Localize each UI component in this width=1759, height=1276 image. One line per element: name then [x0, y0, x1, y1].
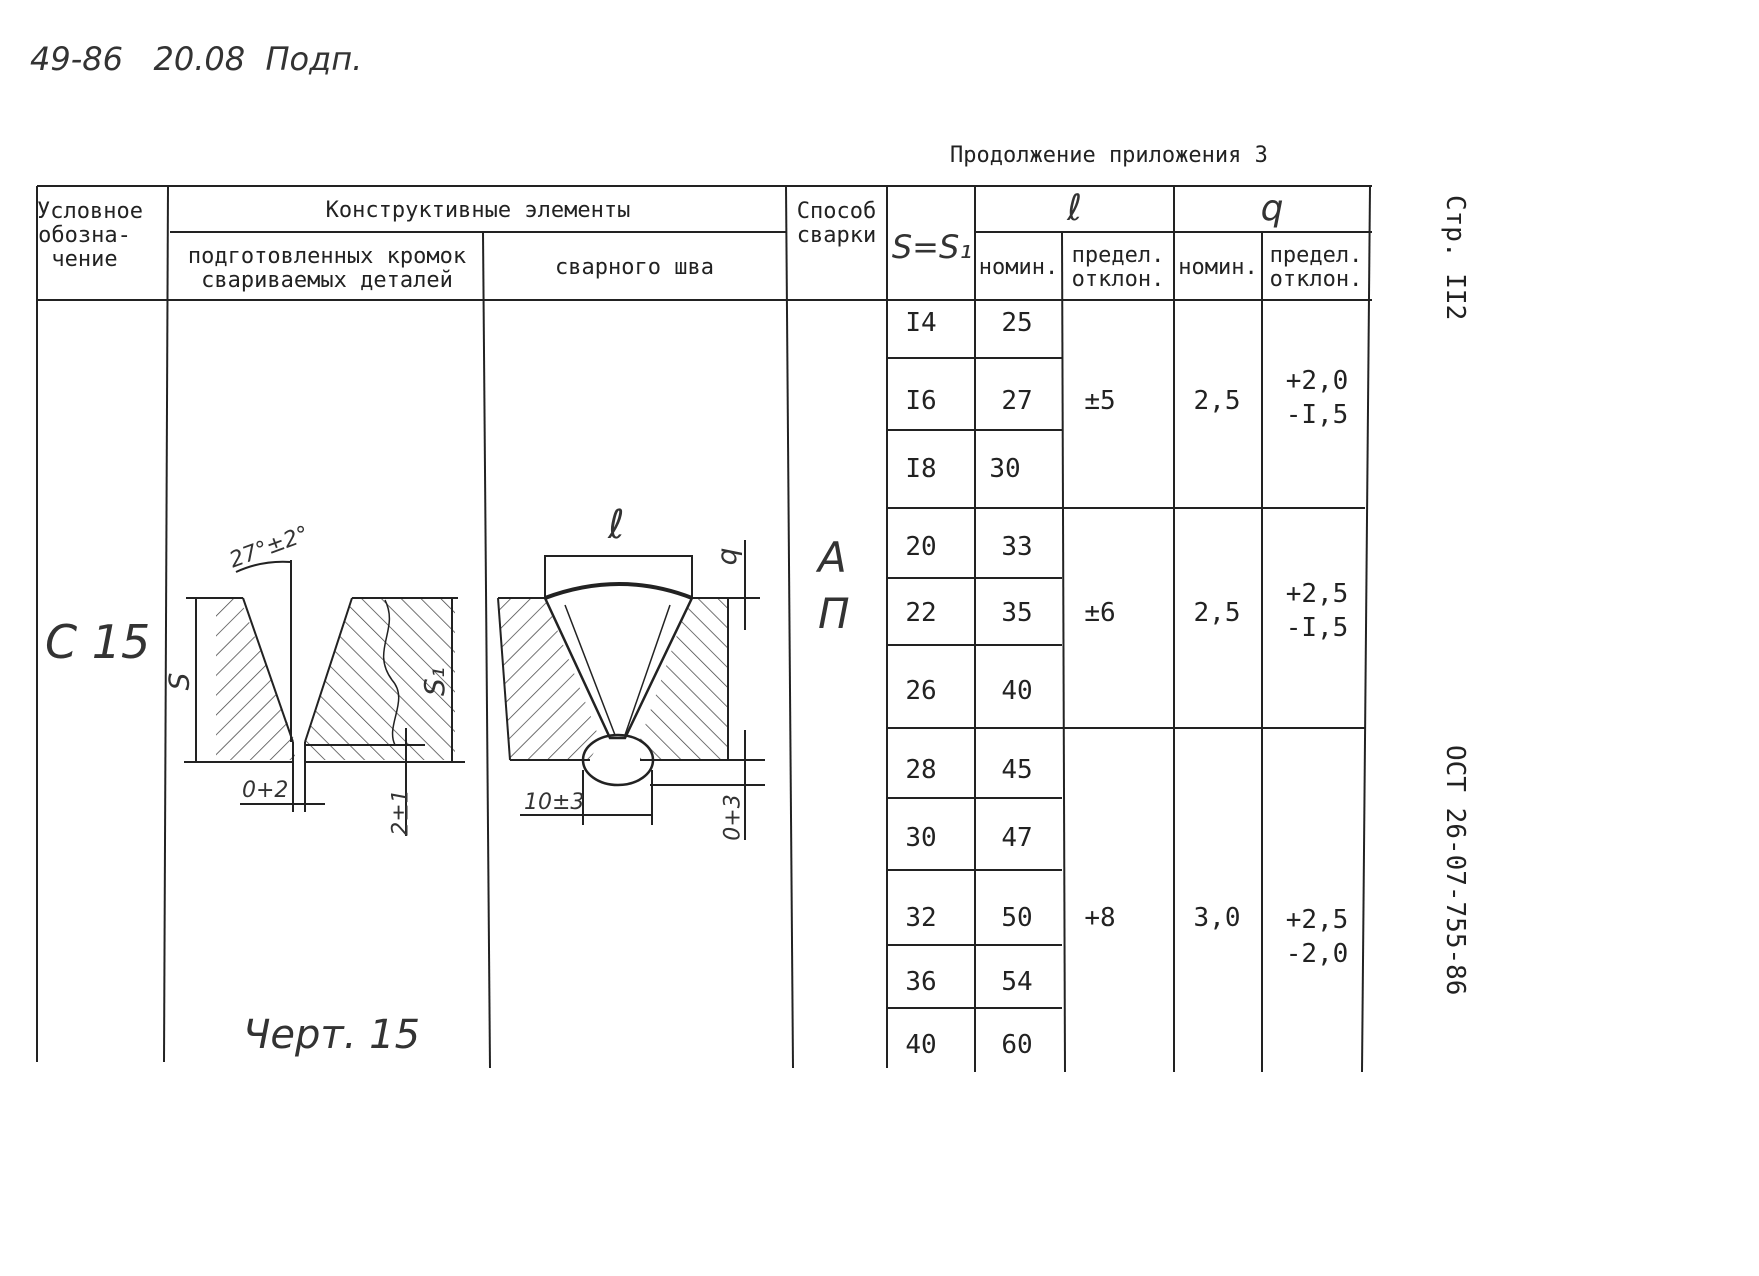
weld-q-label: q	[710, 547, 744, 566]
row-l: 27	[1001, 386, 1033, 416]
header-thickness: S=S₁	[891, 228, 973, 266]
row-s: 28	[905, 755, 937, 785]
row-l: 60	[1001, 1030, 1033, 1060]
method-value: А П	[818, 533, 850, 638]
row-l: 35	[1001, 598, 1033, 628]
row-s: 26	[905, 676, 937, 706]
angle-label: 27°±2°	[226, 521, 313, 574]
back-height-label: 0+3	[720, 794, 746, 841]
drawing-caption: Черт. 15	[243, 1012, 421, 1058]
row-l: 50	[1001, 903, 1033, 933]
prepared-edges-drawing	[184, 560, 465, 836]
group-q-deviation: +2,5 -I,5	[1285, 579, 1349, 643]
row-l: 47	[1001, 823, 1033, 853]
header-q-deviation: предел. отклон.	[1269, 243, 1363, 292]
row-s: 32	[905, 903, 937, 933]
group-q-deviation: +2,5 -2,0	[1285, 905, 1349, 969]
row-s: 20	[905, 532, 937, 562]
header-q: q	[1260, 188, 1284, 229]
row-s: I4	[905, 308, 937, 338]
root-face-label: 2±1	[388, 789, 414, 836]
header-l: ℓ	[1067, 188, 1082, 229]
header-designation: Условное обозна- чение	[37, 199, 143, 272]
weld-l-label: ℓ	[608, 502, 625, 548]
group-l-deviation: ±5	[1084, 386, 1116, 416]
page-number: Стр. II2	[1440, 195, 1470, 321]
designation-value: С 15	[45, 615, 151, 669]
row-s: 36	[905, 967, 937, 997]
row-l: 40	[1001, 676, 1033, 706]
row-s: I6	[905, 386, 937, 416]
row-l: 30	[989, 454, 1021, 484]
handwritten-note: 49-86 20.08 Подп.	[30, 40, 363, 78]
group-q-nominal: 2,5	[1193, 386, 1241, 416]
header-elements: Конструктивные элементы	[325, 198, 631, 223]
row-l: 45	[1001, 755, 1033, 785]
row-l: 54	[1001, 967, 1033, 997]
group-l-deviation: ±6	[1084, 598, 1116, 628]
header-q-nominal: номин.	[1178, 255, 1258, 280]
row-l: 33	[1001, 532, 1033, 562]
gap-label: 0+2	[242, 778, 289, 803]
group-q-nominal: 3,0	[1193, 903, 1241, 933]
header-l-nominal: номин.	[978, 255, 1059, 280]
row-s: I8	[905, 454, 937, 484]
s1-label: S₁	[418, 667, 451, 696]
row-s: 22	[905, 598, 937, 628]
continuation-label: Продолжение приложения 3	[950, 143, 1268, 168]
group-l-deviation: +8	[1084, 903, 1116, 933]
header-prepared-edges: подготовленных кромок свариваемых деталей	[187, 244, 467, 293]
row-s: 30	[905, 823, 937, 853]
standard-number: ОСТ 26-07-755-86	[1440, 745, 1470, 996]
row-s: 40	[905, 1030, 937, 1060]
header-weld: сварного шва	[555, 255, 714, 280]
s-label: S	[162, 672, 196, 691]
header-l-deviation: предел. отклон.	[1071, 243, 1165, 292]
header-method: Способ сварки	[796, 199, 877, 248]
group-q-deviation: +2,0 -I,5	[1285, 366, 1349, 430]
row-l: 25	[1001, 308, 1033, 338]
back-width-label: 10±3	[524, 790, 585, 815]
group-q-nominal: 2,5	[1193, 598, 1241, 628]
